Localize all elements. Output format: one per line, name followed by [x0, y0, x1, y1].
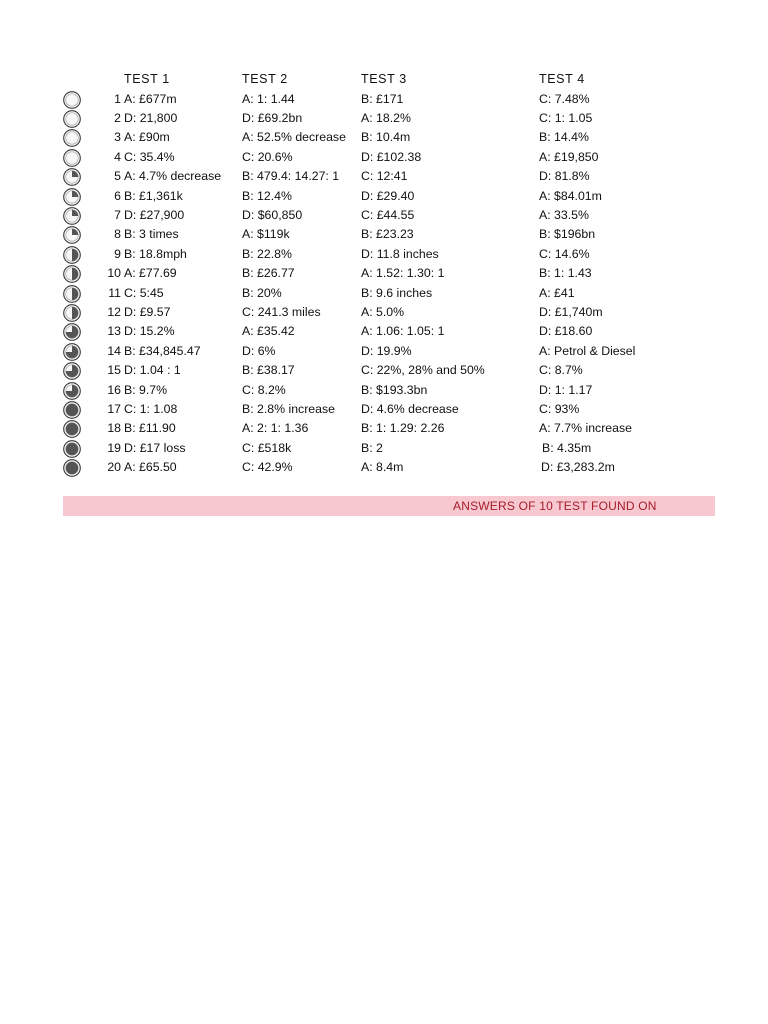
answer-test-1: A: £77.69 — [124, 266, 177, 281]
harvey-ball-progress-icon — [63, 188, 81, 206]
answer-row — [0, 284, 768, 303]
question-number: 19 — [107, 440, 121, 455]
answer-test-4: A: $84.01m — [539, 188, 602, 203]
answer-test-1: B: 3 times — [124, 227, 179, 242]
answer-test-1: C: 35.4% — [124, 149, 175, 164]
answer-test-3: C: 22%, 28% and 50% — [361, 363, 485, 378]
question-number: 9 — [114, 246, 121, 261]
answer-test-2: D: £69.2bn — [242, 110, 303, 125]
answer-test-4: D: £3,283.2m — [541, 460, 615, 475]
answer-test-2: C: 42.9% — [242, 460, 293, 475]
answer-test-2: C: 20.6% — [242, 149, 293, 164]
harvey-ball-progress-icon — [63, 362, 81, 380]
answer-test-2: B: 20% — [242, 285, 282, 300]
answer-test-1: A: £90m — [124, 130, 170, 145]
answer-row — [0, 148, 768, 167]
answer-test-3: A: 1.06: 1.05: 1 — [361, 324, 445, 339]
answer-test-2: B: 12.4% — [242, 188, 292, 203]
question-number: 10 — [107, 266, 121, 281]
answer-test-4: C: 1: 1.05 — [539, 110, 593, 125]
answer-test-3: A: 5.0% — [361, 304, 405, 319]
answer-test-1: B: 18.8mph — [124, 246, 187, 261]
answer-row — [0, 109, 768, 128]
answer-test-3: B: £171 — [361, 91, 404, 106]
harvey-ball-progress-icon — [63, 304, 81, 322]
question-number: 20 — [107, 460, 121, 475]
header-test-3: TEST 3 — [361, 72, 407, 86]
answer-test-3: B: £23.23 — [361, 227, 414, 242]
answer-test-2: A: 2: 1: 1.36 — [242, 421, 309, 436]
answer-test-1: D: £9.57 — [124, 304, 171, 319]
answer-test-2: B: £26.77 — [242, 266, 295, 281]
answer-row — [0, 439, 768, 458]
harvey-ball-progress-icon — [63, 129, 81, 147]
answers-banner — [63, 496, 715, 516]
header-test-2: TEST 2 — [242, 72, 288, 86]
harvey-ball-progress-icon — [63, 91, 81, 109]
answer-test-4: B: 1: 1.43 — [539, 266, 592, 281]
harvey-ball-progress-icon — [63, 420, 81, 438]
harvey-ball-progress-icon — [63, 440, 81, 458]
answer-test-4: D: £18.60 — [539, 324, 593, 339]
answer-test-1: A: £65.50 — [124, 460, 177, 475]
answer-test-3: A: 1.52: 1.30: 1 — [361, 266, 445, 281]
question-number: 8 — [114, 227, 121, 242]
question-number: 17 — [107, 401, 121, 416]
answer-test-3: C: £44.55 — [361, 207, 415, 222]
answer-row — [0, 128, 768, 147]
answer-test-4: C: 14.6% — [539, 246, 590, 261]
answer-test-4: D: 1: 1.17 — [539, 382, 593, 397]
answer-test-3: C: 12:41 — [361, 169, 408, 184]
question-number: 6 — [114, 188, 121, 203]
answer-row — [0, 400, 768, 419]
answer-test-3: D: £29.40 — [361, 188, 415, 203]
answer-test-2: B: 479.4: 14.27: 1 — [242, 169, 340, 184]
answer-test-1: C: 1: 1.08 — [124, 401, 178, 416]
answer-test-2: A: 1: 1.44 — [242, 91, 295, 106]
answer-test-1: A: £677m — [124, 91, 177, 106]
answer-test-2: A: $119k — [242, 227, 290, 242]
answer-row — [0, 264, 768, 283]
question-number: 4 — [114, 149, 121, 164]
question-number: 11 — [108, 285, 121, 300]
question-number: 15 — [107, 363, 121, 378]
answer-test-3: B: 9.6 inches — [361, 285, 433, 300]
answer-test-4: C: 8.7% — [539, 363, 583, 378]
answer-test-1: B: £11.90 — [124, 421, 176, 436]
answer-test-4: B: 4.35m — [542, 440, 592, 455]
answer-test-4: D: £1,740m — [539, 304, 603, 319]
question-number: 7 — [114, 207, 121, 222]
question-number: 16 — [107, 382, 121, 397]
question-number: 2 — [114, 110, 121, 125]
answer-test-4: B: $196bn — [539, 227, 596, 242]
question-number: 14 — [107, 343, 121, 358]
harvey-ball-progress-icon — [63, 226, 81, 244]
answer-test-1: D: 15.2% — [124, 324, 175, 339]
answer-test-3: A: 8.4m — [361, 460, 404, 475]
harvey-ball-progress-icon — [63, 285, 81, 303]
answer-test-4: D: 81.8% — [539, 169, 590, 184]
question-number: 1 — [114, 91, 121, 106]
answer-row — [0, 419, 768, 438]
answer-test-3: B: $193.3bn — [361, 382, 428, 397]
answer-test-4: C: 7.48% — [539, 91, 590, 106]
answer-test-3: D: £102.38 — [361, 149, 422, 164]
answer-row — [0, 167, 768, 186]
answer-test-2: A: £35.42 — [242, 324, 295, 339]
answer-row — [0, 90, 768, 109]
banner-text: ANSWERS OF 10 TEST FOUND ON — [453, 499, 657, 513]
question-number: 3 — [114, 130, 121, 145]
answer-test-2: C: 241.3 miles — [242, 304, 321, 319]
answer-row — [0, 322, 768, 341]
answer-test-1: D: £17 loss — [124, 440, 186, 455]
harvey-ball-progress-icon — [63, 343, 81, 361]
answer-test-3: D: 4.6% decrease — [361, 401, 459, 416]
question-number: 5 — [114, 169, 121, 184]
answer-test-4: A: 33.5% — [539, 207, 589, 222]
answer-test-1: B: 9.7% — [124, 382, 168, 397]
harvey-ball-progress-icon — [63, 459, 81, 477]
answer-row — [0, 187, 768, 206]
answer-row — [0, 303, 768, 322]
answer-test-3: B: 1: 1.29: 2.26 — [361, 421, 445, 436]
answer-test-2: B: 22.8% — [242, 246, 292, 261]
question-number: 13 — [107, 324, 121, 339]
answer-test-3: B: 10.4m — [361, 130, 411, 145]
harvey-ball-progress-icon — [63, 110, 81, 128]
answer-test-2: D: $60,850 — [242, 207, 303, 222]
answer-test-2: C: £518k — [242, 440, 292, 455]
answer-test-3: B: 2 — [361, 440, 383, 455]
answer-row — [0, 458, 768, 477]
answer-test-1: C: 5:45 — [124, 285, 164, 300]
answer-row — [0, 245, 768, 264]
answer-test-1: B: £34,845.47 — [124, 343, 201, 358]
header-test-1: TEST 1 — [124, 72, 170, 86]
harvey-ball-progress-icon — [63, 401, 81, 419]
harvey-ball-progress-icon — [63, 207, 81, 225]
answer-row — [0, 206, 768, 225]
harvey-ball-progress-icon — [63, 149, 81, 167]
harvey-ball-progress-icon — [63, 246, 81, 264]
answer-row — [0, 225, 768, 244]
answer-test-3: A: 18.2% — [361, 110, 411, 125]
answer-row — [0, 342, 768, 361]
answer-test-4: A: £41 — [539, 285, 575, 300]
answer-row — [0, 381, 768, 400]
harvey-ball-progress-icon — [63, 265, 81, 283]
answer-test-3: D: 19.9% — [361, 343, 412, 358]
harvey-ball-progress-icon — [63, 168, 81, 186]
answer-test-1: B: £1,361k — [124, 188, 183, 203]
answer-test-1: A: 4.7% decrease — [124, 169, 222, 184]
answer-test-4: B: 14.4% — [539, 130, 589, 145]
answer-test-3: D: 11.8 inches — [361, 246, 439, 261]
answer-test-2: A: 52.5% decrease — [242, 130, 346, 145]
answer-test-2: B: 2.8% increase — [242, 401, 335, 416]
answer-test-4: A: Petrol & Diesel — [539, 343, 636, 358]
answer-test-1: D: 1.04 : 1 — [124, 363, 181, 378]
answer-test-2: C: 8.2% — [242, 382, 286, 397]
answer-test-4: A: 7.7% increase — [539, 421, 632, 436]
answer-test-1: D: 21,800 — [124, 110, 178, 125]
header-test-4: TEST 4 — [539, 72, 585, 86]
answer-test-4: C: 93% — [539, 401, 580, 416]
answer-test-4: A: £19,850 — [539, 149, 599, 164]
answer-row — [0, 361, 768, 380]
question-number: 12 — [107, 304, 121, 319]
answer-test-2: B: £38.17 — [242, 363, 295, 378]
question-number: 18 — [107, 421, 121, 436]
answer-test-1: D: £27,900 — [124, 207, 185, 222]
answer-test-2: D: 6% — [242, 343, 276, 358]
harvey-ball-progress-icon — [63, 382, 81, 400]
harvey-ball-progress-icon — [63, 323, 81, 341]
